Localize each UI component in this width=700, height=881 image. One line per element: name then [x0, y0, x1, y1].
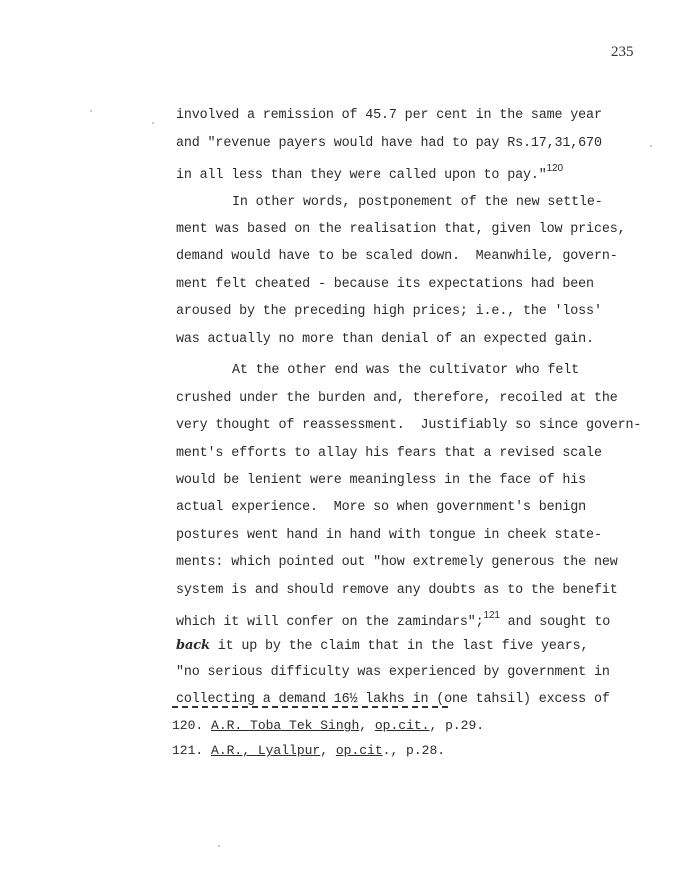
line-text: involved a remission of 45.7 per cent in the same year: [176, 108, 602, 123]
text-line: [176, 610, 610, 630]
line-text: and "revenue payers would have had to pay Rs.17,31,670: [176, 136, 602, 151]
text-line: [176, 304, 602, 319]
footnote-separator: [172, 706, 448, 708]
line-text: ment felt cheated - because its expectations had been: [176, 277, 594, 292]
footnote-source: A.R., Lyallpur: [211, 743, 321, 758]
line-text: would be lenient were meaningless in the face of his: [176, 473, 587, 488]
line-text: in all less than they were called upon to pay.": [176, 168, 547, 183]
footnote-ref: 120: [546, 163, 563, 174]
text-line: [176, 692, 610, 707]
text-line: [176, 136, 602, 151]
text-line: [232, 195, 603, 210]
line-text: very thought of reassessment. Justifiably so since govern-: [176, 418, 642, 433]
text-line: [232, 363, 579, 378]
line-text: ment was based on the realisation that, given low prices,: [176, 222, 626, 237]
text-line: [176, 638, 588, 654]
line-text: which it will confer on the zamindars";: [176, 615, 484, 630]
footnote-page: ., p.28.: [382, 743, 446, 758]
text-line: [176, 500, 586, 515]
text-line: [176, 222, 626, 237]
footnote: [172, 743, 445, 758]
text-line: [176, 391, 618, 406]
line-text: ment's efforts to allay his fears that a revised scale: [176, 446, 602, 461]
line-text: collecting a demand 16½ lakhs in (one tahsil) excess of: [176, 692, 610, 707]
line-text: system is and should remove any doubts as to the benefit: [176, 583, 618, 598]
text-line: [176, 332, 594, 347]
line-text: In other words, postponement of the new settle-: [232, 195, 603, 210]
line-text: ments: which pointed out "how extremely generous the new: [176, 555, 618, 570]
footnote-ref: 121: [483, 610, 500, 621]
line-text: and sought to: [499, 615, 611, 630]
footnote-num: 120.: [172, 718, 212, 733]
footnote-opcit: op.cit: [335, 743, 383, 758]
line-text: "no serious difficulty was experienced by government in: [176, 665, 610, 680]
text-line: [176, 555, 618, 570]
footnote-sep: ,: [320, 743, 336, 758]
line-text: postures went hand in hand with tongue in cheek state-: [176, 528, 602, 543]
text-line: [176, 277, 594, 292]
line-text: it up by the claim that in the last five years,: [209, 639, 589, 654]
text-line: [176, 418, 641, 433]
footnote-num: 121.: [172, 743, 212, 758]
text-line: [176, 583, 618, 598]
line-text: aroused by the preceding high prices; i.e., the 'loss': [176, 304, 602, 319]
handwritten-word: back: [176, 638, 210, 653]
text-line: [176, 163, 563, 183]
text-line: [176, 528, 602, 543]
footnote: [172, 718, 484, 733]
line-text: At the other end was the cultivator who felt: [232, 363, 579, 378]
footnote-page: , p.29.: [429, 718, 485, 733]
footnote-sep: ,: [359, 718, 375, 733]
footnote-source: A.R. Toba Tek Singh: [211, 718, 360, 733]
text-line: [176, 446, 602, 461]
footnote-opcit: op.cit.: [374, 718, 430, 733]
line-text: was actually no more than denial of an expected gain.: [176, 332, 594, 347]
text-line: [176, 108, 602, 123]
text-line: [176, 665, 610, 680]
page-number: 235: [611, 44, 634, 60]
line-text: crushed under the burden and, therefore, recoiled at the: [176, 391, 618, 406]
line-text: demand would have to be scaled down. Meanwhile, govern-: [176, 249, 618, 264]
text-line: [176, 249, 618, 264]
text-line: [176, 473, 586, 488]
line-text: actual experience. More so when government's benign: [176, 500, 587, 515]
